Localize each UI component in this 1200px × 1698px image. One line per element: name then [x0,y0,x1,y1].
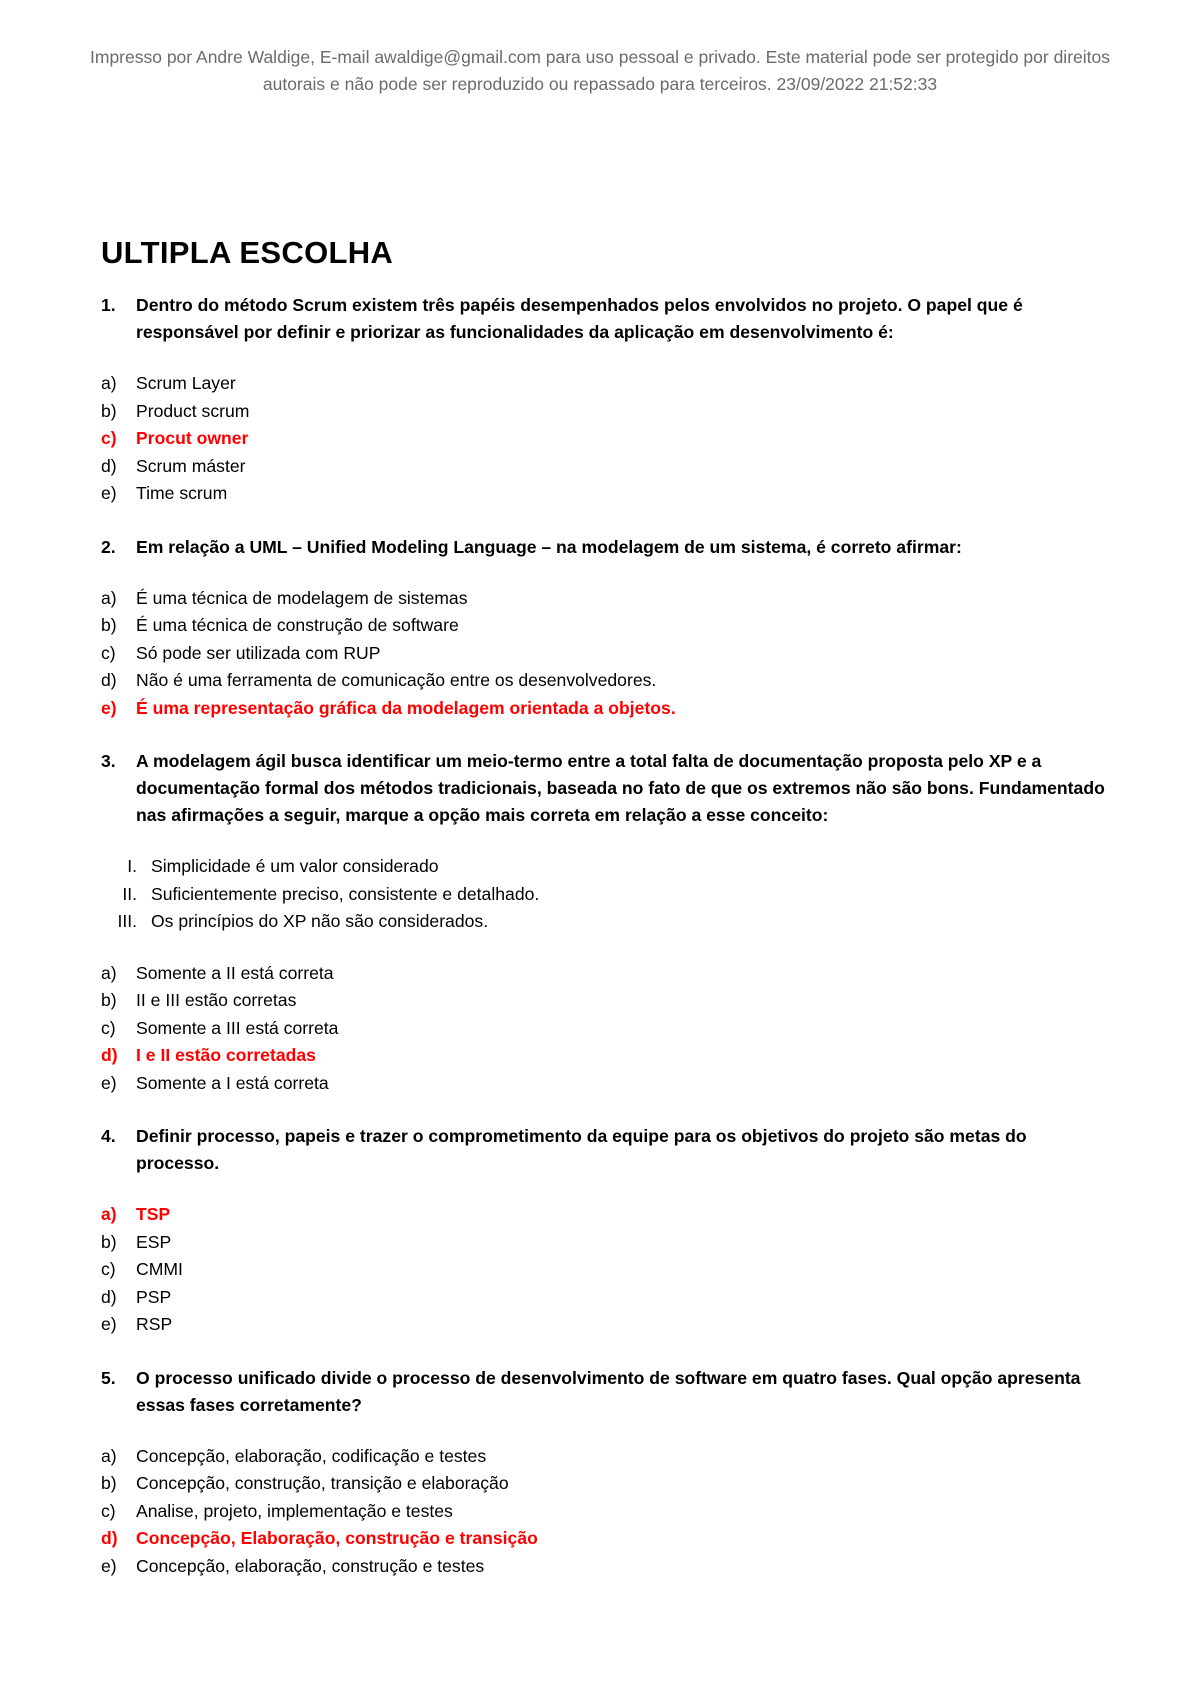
question-text: Dentro do método Scrum existem três papéis desempenhados pelos envolvidos no projeto. O papel que é responsável por definir e priorizar as funcionalidades da aplicação em desenvolvimento é: [136,295,1023,342]
option-text: PSP [136,1286,172,1307]
options-list [101,585,1111,723]
options-list [101,1443,1111,1581]
option-text: Concepção, elaboração, construção e testes [136,1555,485,1576]
option-text: É uma representação gráfica da modelagem orientada a objetos. [136,697,676,718]
statement-text: Os princípios do XP não são considerados. [151,911,489,931]
option-text: Somente a III está correta [136,1017,339,1038]
statement-number: II. [122,883,137,904]
question-stem [101,292,1111,346]
option-c-correct [101,425,1111,453]
option-letter: e) [101,697,117,718]
question-number: 5. [101,1367,116,1388]
question-text: Em relação a UML – Unified Modeling Language – na modelagem de um sistema, é correto afirmar: [136,536,962,557]
option-letter: c) [101,1500,116,1521]
option-b [101,1470,1111,1498]
option-letter: d) [101,455,117,476]
option-text: Scrum máster [136,455,246,476]
option-letter: d) [101,1045,118,1065]
option-letter: b) [101,615,117,635]
option-letter: d) [101,670,117,690]
options-list [101,370,1111,508]
question-1 [101,292,1111,508]
option-letter: e) [101,1072,117,1093]
option-letter: a) [101,1445,117,1466]
watermark-line-2: autorais e não pode ser reproduzido ou repassado para terceiros. 23/09/2022 21:52:33 [262,74,938,94]
option-letter: c) [101,1259,116,1279]
option-text: Só pode ser utilizada com RUP [136,642,381,663]
statement-number: I. [127,856,137,876]
option-c [101,640,1111,668]
option-text: Time scrum [136,483,228,503]
option-text: Procut owner [136,428,249,448]
option-letter: c) [101,428,117,448]
option-letter: b) [101,1473,117,1493]
question-number: 1. [101,295,116,315]
statement-text: Suficientemente preciso, consistente e detalhado. [151,883,540,904]
question-5 [101,1365,1111,1581]
option-e-correct [101,695,1111,723]
watermark-line-1: Impresso por Andre Waldige, E-mail awaldige@gmail.com para uso pessoal e privado. Este material pode ser protegido por direitos [90,47,1110,67]
option-text: Analise, projeto, implementação e testes [136,1500,453,1521]
options-list [101,1201,1111,1339]
option-a [101,585,1111,613]
option-a [101,1443,1111,1471]
option-e [101,1070,1111,1098]
option-text: Concepção, construção, transição e elaboração [136,1473,509,1493]
option-letter: a) [101,587,117,608]
option-a-correct [101,1201,1111,1229]
option-letter: a) [101,962,117,983]
option-text: É uma técnica de construção de software [136,615,459,635]
question-number: 3. [101,751,116,771]
option-text: É uma técnica de modelagem de sistemas [136,587,468,608]
option-text: Não é uma ferramenta de comunicação entre os desenvolvedores. [136,670,657,690]
statement-ii [101,881,1111,909]
option-b [101,1229,1111,1257]
statement-text: Simplicidade é um valor considerado [151,856,439,876]
option-letter: a) [101,373,117,393]
option-text: Scrum Layer [136,373,236,393]
option-e [101,480,1111,508]
question-stem [101,1365,1111,1419]
option-letter: e) [101,1314,117,1334]
question-4 [101,1123,1111,1339]
option-letter: c) [101,1017,116,1038]
option-d [101,667,1111,695]
option-text: ESP [136,1231,172,1252]
question-stem [101,534,1111,561]
option-c [101,1498,1111,1526]
page-title: ULTIPLA ESCOLHA [101,235,394,270]
option-letter: b) [101,400,117,421]
option-d [101,453,1111,481]
option-letter: e) [101,1555,117,1576]
options-list [101,960,1111,1098]
option-letter: d) [101,1286,117,1307]
option-b [101,987,1111,1015]
option-b [101,612,1111,640]
option-text: II e III estão corretas [136,990,297,1010]
option-letter: e) [101,483,117,503]
question-2 [101,534,1111,723]
option-e [101,1553,1111,1581]
option-letter: d) [101,1528,118,1548]
question-text: Definir processo, papeis e trazer o comprometimento da equipe para os objetivos do projeto são metas do processo. [136,1126,1027,1173]
question-number: 4. [101,1126,116,1146]
option-c [101,1015,1111,1043]
statement-i [101,853,1111,881]
option-e [101,1311,1111,1339]
option-text: Somente a II está correta [136,962,334,983]
document-body [101,228,1111,1580]
option-text: CMMI [136,1259,183,1279]
statement-iii [101,908,1111,936]
question-3 [101,748,1111,1097]
question-stem [101,748,1111,829]
statements-list [101,853,1111,936]
option-letter: b) [101,990,117,1010]
option-a [101,370,1111,398]
question-text: A modelagem ágil busca identificar um meio-termo entre a total falta de documentação proposta pelo XP e a documentação formal dos métodos tradicionais, baseada no fato de que os extremos não são bons. Fundamentado nas afirmações a seguir, marque a opção mais correta em relação a esse conceito: [136,751,1105,825]
option-letter: c) [101,642,116,663]
option-d-correct [101,1042,1111,1070]
option-text: RSP [136,1314,173,1334]
option-letter: a) [101,1204,117,1224]
print-watermark [0,44,1200,98]
option-d [101,1284,1111,1312]
option-text: Concepção, elaboração, codificação e testes [136,1445,487,1466]
option-text: Concepção, Elaboração, construção e transição [136,1528,538,1548]
option-letter: b) [101,1231,117,1252]
option-d-correct [101,1525,1111,1553]
option-text: TSP [136,1204,171,1224]
question-text: O processo unificado divide o processo de desenvolvimento de software em quatro fases. Qual opção apresenta essas fases corretamente? [136,1367,1081,1415]
option-c [101,1256,1111,1284]
option-text: I e II estão corretadas [136,1045,316,1065]
question-number: 2. [101,536,116,557]
statement-number: III. [117,911,137,931]
option-a [101,960,1111,988]
question-stem [101,1123,1111,1177]
option-text: Somente a I está correta [136,1072,329,1093]
option-text: Product scrum [136,400,250,421]
option-b [101,398,1111,426]
